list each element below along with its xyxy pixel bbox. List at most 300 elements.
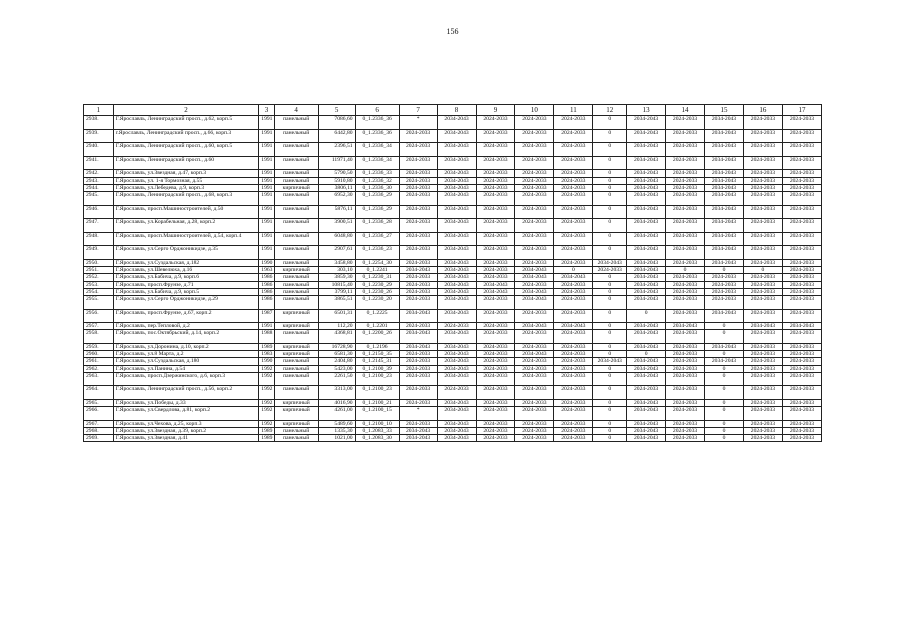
cell-total-area: 5790,50: [318, 170, 355, 177]
cell-period-col-16: 2024-2033: [743, 281, 782, 288]
cell-house-id: 0_1.2336_34: [355, 156, 399, 170]
cell-period-col-16: 2024-2033: [743, 129, 782, 143]
cell-period-col-8: 2034-2043: [437, 116, 476, 130]
cell-house-id: 0_1.2200_26: [355, 330, 399, 344]
cell-period-col-11: 2024-2033: [554, 219, 593, 233]
cell-total-area: 3799,11: [318, 288, 355, 295]
cell-period-col-7: 2024-2033: [399, 386, 437, 400]
cell-period-col-10: 2034-2043: [515, 288, 554, 295]
cell-period-col-13: 2034-2043: [627, 420, 666, 427]
cell-period-col-7: 2024-2033: [399, 129, 437, 143]
cell-period-col-11: 2024-2033: [554, 143, 593, 157]
cell-period-col-14: 2024-2033: [666, 219, 705, 233]
cell-period-col-7: 2024-2033: [399, 420, 437, 427]
cell-period-col-8: 2034-2043: [437, 288, 476, 295]
cell-period-col-8: 2034-2043: [437, 191, 476, 205]
cell-house-id: 0_1.2336_36: [355, 129, 399, 143]
cell-period-col-14: 2024-2033: [666, 372, 705, 386]
cell-period-col-9: 2024-2033: [476, 386, 515, 400]
cell-house-id: 0_1.2201: [355, 323, 399, 330]
cell-period-col-9: 2024-2033: [476, 170, 515, 177]
column-header: 1: [84, 105, 114, 116]
cell-period-col-15: 2034-2043: [705, 232, 744, 246]
cell-period-col-7: 2024-2033: [399, 372, 437, 386]
cell-period-col-10: 2024-2033: [515, 177, 554, 184]
cell-period-col-15: 0: [705, 267, 744, 274]
cell-period-col-13: 2034-2043: [627, 323, 666, 330]
cell-period-col-13: 2034-2043: [627, 288, 666, 295]
cell-wall-material: кирпичный: [274, 309, 318, 323]
cell-period-col-16: 2024-2033: [743, 351, 782, 358]
cell-period-col-17: 2024-2033: [782, 177, 821, 184]
cell-year-built: 1986: [259, 295, 274, 309]
cell-year-built: 1990: [259, 259, 274, 266]
table-row: [84, 129, 822, 143]
table-row: [84, 330, 822, 344]
cell-period-col-15: 0: [705, 386, 744, 400]
cell-period-col-15: 0: [705, 365, 744, 372]
table-row: [84, 407, 822, 421]
housing-register-table: [83, 104, 822, 442]
cell-period-col-13: 2034-2043: [627, 281, 666, 288]
table-row: [84, 295, 822, 309]
cell-year-built: 1991: [259, 170, 274, 177]
cell-period-col-15: 0: [705, 399, 744, 406]
cell-period-col-9: 2024-2033: [476, 246, 515, 260]
cell-period-col-15: 2034-2043: [705, 246, 744, 260]
cell-year-built: 1991: [259, 232, 274, 246]
cell-row-number: 2945.: [84, 191, 114, 205]
cell-period-col-17: 2024-2033: [782, 351, 821, 358]
cell-wall-material: панельный: [274, 365, 318, 372]
cell-period-col-15: 0: [705, 330, 744, 344]
cell-period-col-10: 2024-2033: [515, 191, 554, 205]
cell-period-col-12: 0: [593, 295, 627, 309]
cell-period-col-7: *: [399, 407, 437, 421]
cell-period-col-13: 2034-2043: [627, 295, 666, 309]
cell-row-number: 2949.: [84, 246, 114, 260]
cell-period-col-7: 2024-2033: [399, 246, 437, 260]
cell-house-id: 0_1.2336_23: [355, 246, 399, 260]
column-header: 6: [355, 105, 399, 116]
cell-period-col-15: 0: [705, 420, 744, 427]
cell-period-col-11: 2024-2033: [554, 259, 593, 266]
cell-period-col-9: 2024-2033: [476, 407, 515, 421]
cell-total-area: 3859,30: [318, 274, 355, 281]
cell-row-number: 2943.: [84, 177, 114, 184]
cell-period-col-12: 0: [593, 365, 627, 372]
cell-period-col-17: 2034-2043: [782, 323, 821, 330]
cell-period-col-16: 2024-2033: [743, 427, 782, 434]
cell-period-col-10: 2024-2033: [515, 116, 554, 130]
cell-house-id: 0_1.2336_27: [355, 232, 399, 246]
cell-period-col-9: 2024-2033: [476, 295, 515, 309]
cell-total-area: 2404,80: [318, 358, 355, 365]
cell-period-col-7: 2024-2033: [399, 358, 437, 365]
cell-period-col-9: 2024-2033: [476, 351, 515, 358]
cell-period-col-16: 2024-2033: [743, 116, 782, 130]
cell-wall-material: кирпичный: [274, 420, 318, 427]
cell-period-col-13: 2034-2043: [627, 407, 666, 421]
cell-period-col-10: 2034-2043: [515, 323, 554, 330]
cell-house-id: 0_1.2083_33: [355, 427, 399, 434]
cell-period-col-13: 2034-2043: [627, 177, 666, 184]
cell-year-built: 1990: [259, 358, 274, 365]
cell-period-col-14: 2024-2033: [666, 170, 705, 177]
cell-period-col-9: 2024-2033: [476, 358, 515, 365]
cell-period-col-7: 2024-2033: [399, 281, 437, 288]
cell-address: Г.Ярославль, ул. 1-я Тормозная, д.55: [113, 177, 259, 184]
cell-period-col-16: 2024-2033: [743, 288, 782, 295]
cell-year-built: 1992: [259, 365, 274, 372]
table-row: [84, 259, 822, 266]
cell-row-number: 2966.: [84, 407, 114, 421]
cell-period-col-9: 2024-2033: [476, 274, 515, 281]
cell-period-col-17: 2024-2033: [782, 274, 821, 281]
cell-period-col-9: 2024-2033: [476, 372, 515, 386]
cell-period-col-15: 2024-2033: [705, 295, 744, 309]
cell-period-col-9: 2024-2033: [476, 420, 515, 427]
cell-period-col-11: 2024-2033: [554, 129, 593, 143]
cell-period-col-9: 2024-2033: [476, 129, 515, 143]
cell-period-col-15: 2034-2043: [705, 170, 744, 177]
cell-row-number: 2955.: [84, 295, 114, 309]
cell-period-col-8: 2034-2043: [437, 219, 476, 233]
cell-period-col-8: 2034-2043: [437, 343, 476, 350]
cell-wall-material: панельный: [274, 219, 318, 233]
cell-period-col-13: 2034-2043: [627, 219, 666, 233]
table-row: [84, 420, 822, 427]
cell-address: Г.Ярославль, ул.Звездная, д.39, корп.2: [113, 427, 259, 434]
cell-period-col-13: 2024-2033: [627, 386, 666, 400]
cell-wall-material: панельный: [274, 205, 318, 219]
cell-period-col-11: 2024-2033: [554, 295, 593, 309]
cell-period-col-9: 2024-2033: [476, 177, 515, 184]
cell-period-col-8: 2034-2043: [437, 259, 476, 266]
cell-year-built: 1989: [259, 427, 274, 434]
cell-period-col-12: 0: [593, 309, 627, 323]
cell-wall-material: кирпичный: [274, 267, 318, 274]
cell-address: Г.Ярославль, ул.Звездная, д.47, корп.3: [113, 170, 259, 177]
cell-total-area: 5876,11: [318, 205, 355, 219]
cell-period-col-7: 2024-2033: [399, 232, 437, 246]
cell-period-col-14: 2024-2033: [666, 358, 705, 365]
cell-total-area: 4016,90: [318, 399, 355, 406]
cell-period-col-16: 2024-2033: [743, 386, 782, 400]
cell-year-built: 1987: [259, 309, 274, 323]
column-header: 7: [399, 105, 437, 116]
cell-period-col-12: 0: [593, 351, 627, 358]
cell-period-col-8: 2034-2043: [437, 358, 476, 365]
table-row: [84, 232, 822, 246]
cell-period-col-12: 0: [593, 246, 627, 260]
cell-period-col-11: 2024-2033: [554, 330, 593, 344]
cell-period-col-16: 2024-2033: [743, 259, 782, 266]
column-header: 11: [554, 105, 593, 116]
cell-house-id: 0_1.2336_28: [355, 219, 399, 233]
cell-house-id: 0_1.2230_20: [355, 295, 399, 309]
cell-period-col-12: 0: [593, 427, 627, 434]
cell-row-number: 2953.: [84, 281, 114, 288]
cell-period-col-14: 2024-2033: [666, 205, 705, 219]
cell-period-col-7: 2024-2033: [399, 399, 437, 406]
cell-address: Г.Ярославль, ул.Победы, д.33: [113, 399, 259, 406]
cell-period-col-17: 2024-2033: [782, 170, 821, 177]
cell-period-col-12: 0: [593, 205, 627, 219]
cell-wall-material: панельный: [274, 246, 318, 260]
cell-row-number: 2939.: [84, 129, 114, 143]
cell-total-area: 3313,00: [318, 386, 355, 400]
cell-total-area: 6501,31: [318, 309, 355, 323]
cell-period-col-7: 2034-2043: [399, 435, 437, 442]
cell-period-col-12: 0: [593, 288, 627, 295]
table-row: [84, 288, 822, 295]
cell-period-col-7: 2024-2033: [399, 351, 437, 358]
cell-period-col-7: 2024-2033: [399, 177, 437, 184]
cell-period-col-14: 2024-2033: [666, 365, 705, 372]
cell-period-col-11: 2024-2033: [554, 386, 593, 400]
cell-row-number: 2942.: [84, 170, 114, 177]
cell-period-col-10: 2024-2033: [515, 330, 554, 344]
cell-period-col-15: 2034-2043: [705, 191, 744, 205]
cell-wall-material: панельный: [274, 259, 318, 266]
cell-year-built: 1991: [259, 323, 274, 330]
cell-period-col-11: 2024-2033: [554, 156, 593, 170]
cell-period-col-9: 2024-2033: [476, 184, 515, 191]
cell-period-col-8: 2024-2033: [437, 323, 476, 330]
cell-period-col-9: 2024-2033: [476, 399, 515, 406]
cell-period-col-14: 2024-2033: [666, 420, 705, 427]
cell-address: Г.Ярославль, ул.Серго Орджоникидзе, д.35: [113, 246, 259, 260]
cell-period-col-16: 2024-2033: [743, 219, 782, 233]
table-row: [84, 267, 822, 274]
cell-period-col-17: 2024-2033: [782, 330, 821, 344]
cell-period-col-12: 0: [593, 330, 627, 344]
cell-period-col-12: 0: [593, 177, 627, 184]
cell-period-col-7: 2034-2043: [399, 330, 437, 344]
cell-period-col-16: 2024-2033: [743, 330, 782, 344]
cell-period-col-13: 2034-2043: [627, 372, 666, 386]
cell-period-col-7: 2034-2043: [399, 309, 437, 323]
cell-address: Г.Ярославль, ул.Суздальская, д.180: [113, 358, 259, 365]
cell-period-col-15: 2034-2043: [705, 205, 744, 219]
cell-period-col-14: 2024-2033: [666, 386, 705, 400]
cell-period-col-13: 2034-2043: [627, 232, 666, 246]
cell-total-area: 7086,60: [318, 116, 355, 130]
cell-period-col-7: 2024-2033: [399, 219, 437, 233]
cell-total-area: 3865,51: [318, 295, 355, 309]
cell-period-col-8: 2034-2043: [437, 129, 476, 143]
cell-address: Г.Ярославль, просп.Дзержинского, д.6, корп.3: [113, 372, 259, 386]
cell-period-col-14: 2034-2043: [666, 323, 705, 330]
table-row: [84, 372, 822, 386]
cell-total-area: 112,20: [318, 323, 355, 330]
cell-period-col-11: 2024-2033: [554, 309, 593, 323]
cell-row-number: 2958.: [84, 330, 114, 344]
cell-wall-material: кирпичный: [274, 399, 318, 406]
column-header: 8: [437, 105, 476, 116]
cell-row-number: 2954.: [84, 288, 114, 295]
cell-period-col-15: 0: [705, 372, 744, 386]
cell-wall-material: кирпичный: [274, 323, 318, 330]
cell-period-col-15: 2024-2033: [705, 274, 744, 281]
cell-period-col-8: 2034-2043: [437, 372, 476, 386]
cell-row-number: 2948.: [84, 232, 114, 246]
cell-period-col-15: 0: [705, 407, 744, 421]
cell-period-col-14: 2024-2033: [666, 407, 705, 421]
cell-period-col-12: 0: [593, 219, 627, 233]
cell-period-col-8: 2034-2043: [437, 232, 476, 246]
cell-period-col-11: 2034-2043: [554, 323, 593, 330]
cell-wall-material: панельный: [274, 427, 318, 434]
cell-period-col-17: 2024-2033: [782, 184, 821, 191]
cell-house-id: 0_1.2225: [355, 309, 399, 323]
cell-total-area: 5910,80: [318, 177, 355, 184]
cell-period-col-13: 2034-2043: [627, 246, 666, 260]
cell-period-col-8: 2034-2043: [437, 156, 476, 170]
cell-total-area: 3458,80: [318, 259, 355, 266]
cell-row-number: 2946.: [84, 205, 114, 219]
cell-period-col-11: 2024-2033: [554, 232, 593, 246]
cell-year-built: 1991: [259, 116, 274, 130]
cell-period-col-10: 2024-2033: [515, 184, 554, 191]
cell-period-col-14: 0: [666, 267, 705, 274]
cell-period-col-14: 2024-2033: [666, 330, 705, 344]
cell-wall-material: панельный: [274, 288, 318, 295]
cell-period-col-17: 2024-2033: [782, 116, 821, 130]
cell-period-col-10: 2024-2033: [515, 232, 554, 246]
cell-period-col-8: 2034-2043: [437, 205, 476, 219]
cell-address: Г.Ярославль, ул.Бабича, д.9, корп.6: [113, 274, 259, 281]
cell-period-col-8: 2034-2043: [437, 143, 476, 157]
cell-period-col-10: 2024-2033: [515, 386, 554, 400]
cell-period-col-15: 2034-2043: [705, 309, 744, 323]
cell-period-col-9: 2024-2033: [476, 191, 515, 205]
cell-period-col-8: 2034-2043: [437, 365, 476, 372]
cell-period-col-7: *: [399, 116, 437, 130]
cell-period-col-15: 2024-2033: [705, 288, 744, 295]
cell-wall-material: панельный: [274, 191, 318, 205]
cell-period-col-7: 2024-2033: [399, 274, 437, 281]
cell-period-col-8: 2034-2043: [437, 407, 476, 421]
cell-period-col-13: 0: [627, 351, 666, 358]
cell-house-id: 0_1.2336_33: [355, 170, 399, 177]
cell-period-col-13: 2034-2043: [627, 365, 666, 372]
cell-period-col-8: 2034-2043: [437, 420, 476, 427]
cell-period-col-9: 2024-2033: [476, 435, 515, 442]
cell-period-col-10: 2034-2043: [515, 274, 554, 281]
cell-wall-material: кирпичный: [274, 184, 318, 191]
cell-address: г.Ярославль, Ленинградский просп., д.66, корп.3: [113, 129, 259, 143]
cell-house-id: 0_1.2336_34: [355, 143, 399, 157]
cell-row-number: 2967.: [84, 420, 114, 427]
cell-period-col-10: 2024-2033: [515, 407, 554, 421]
cell-period-col-12: 0: [593, 156, 627, 170]
table-row: [84, 143, 822, 157]
cell-period-col-7: 2034-2043: [399, 343, 437, 350]
cell-period-col-9: 2024-2033: [476, 205, 515, 219]
cell-row-number: 2950.: [84, 259, 114, 266]
cell-year-built: 1991: [259, 219, 274, 233]
table-row: [84, 191, 822, 205]
cell-total-area: 6442,80: [318, 129, 355, 143]
cell-period-col-8: 2034-2043: [437, 267, 476, 274]
cell-period-col-15: 2024-2033: [705, 281, 744, 288]
cell-period-col-13: 2034-2043: [627, 156, 666, 170]
cell-period-col-17: 2024-2033: [782, 246, 821, 260]
cell-period-col-14: 2024-2033: [666, 295, 705, 309]
cell-year-built: 1986: [259, 274, 274, 281]
cell-period-col-15: 2034-2043: [705, 143, 744, 157]
cell-period-col-15: 2034-2043: [705, 343, 744, 350]
cell-period-col-11: 2024-2033: [554, 351, 593, 358]
cell-house-id: 0_1.2100_15: [355, 407, 399, 421]
cell-total-area: 303,10: [318, 267, 355, 274]
table-row: [84, 170, 822, 177]
column-header: 15: [705, 105, 744, 116]
cell-address: Г.Ярославль, ул.Чехова, д.25, корп.3: [113, 420, 259, 427]
cell-period-col-13: 0: [627, 309, 666, 323]
cell-total-area: 2396,51: [318, 143, 355, 157]
cell-period-col-11: 2024-2033: [554, 184, 593, 191]
cell-period-col-17: 2024-2033: [782, 365, 821, 372]
cell-period-col-13: 2034-2043: [627, 170, 666, 177]
cell-period-col-10: 2024-2033: [515, 205, 554, 219]
cell-period-col-17: 2024-2033: [782, 191, 821, 205]
cell-period-col-10: 2024-2033: [515, 259, 554, 266]
cell-period-col-17: 2024-2033: [782, 295, 821, 309]
table-row: [84, 435, 822, 442]
cell-total-area: 16728,90: [318, 343, 355, 350]
cell-period-col-10: 2024-2033: [515, 143, 554, 157]
cell-period-col-17: 2024-2033: [782, 156, 821, 170]
table-row: [84, 323, 822, 330]
cell-address: Г.Ярославль, просп.Машиностроителей, д.50: [113, 205, 259, 219]
cell-period-col-9: 2024-2033: [476, 309, 515, 323]
cell-period-col-16: 2024-2033: [743, 205, 782, 219]
cell-period-col-8: 2034-2043: [437, 295, 476, 309]
cell-period-col-8: 2034-2043: [437, 170, 476, 177]
cell-period-col-10: 2024-2033: [515, 420, 554, 427]
cell-period-col-9: 2024-2033: [476, 259, 515, 266]
cell-period-col-13: 2034-2043: [627, 343, 666, 350]
cell-period-col-9: 2024-2033: [476, 116, 515, 130]
cell-period-col-13: 2034-2043: [627, 358, 666, 365]
cell-period-col-17: 2024-2033: [782, 288, 821, 295]
cell-period-col-11: 2024-2033: [554, 435, 593, 442]
cell-period-col-13: 2034-2043: [627, 184, 666, 191]
cell-period-col-14: 2024-2033: [666, 184, 705, 191]
column-header: 14: [666, 105, 705, 116]
cell-wall-material: кирпичный: [274, 343, 318, 350]
cell-wall-material: панельный: [274, 177, 318, 184]
cell-period-col-14: 2024-2033: [666, 232, 705, 246]
table-row: [84, 205, 822, 219]
cell-period-col-17: 2024-2033: [782, 129, 821, 143]
cell-period-col-16: 2024-2033: [743, 343, 782, 350]
cell-year-built: 1991: [259, 205, 274, 219]
cell-period-col-8: 2034-2043: [437, 435, 476, 442]
cell-period-col-13: 2034-2043: [627, 143, 666, 157]
cell-period-col-13: 2034-2043: [627, 435, 666, 442]
cell-period-col-11: 2024-2033: [554, 407, 593, 421]
cell-year-built: 1992: [259, 399, 274, 406]
cell-period-col-9: 2034-2043: [476, 281, 515, 288]
cell-period-col-7: 2024-2033: [399, 205, 437, 219]
cell-period-col-12: 0: [593, 343, 627, 350]
cell-row-number: 2956.: [84, 309, 114, 323]
cell-period-col-7: 2024-2033: [399, 323, 437, 330]
